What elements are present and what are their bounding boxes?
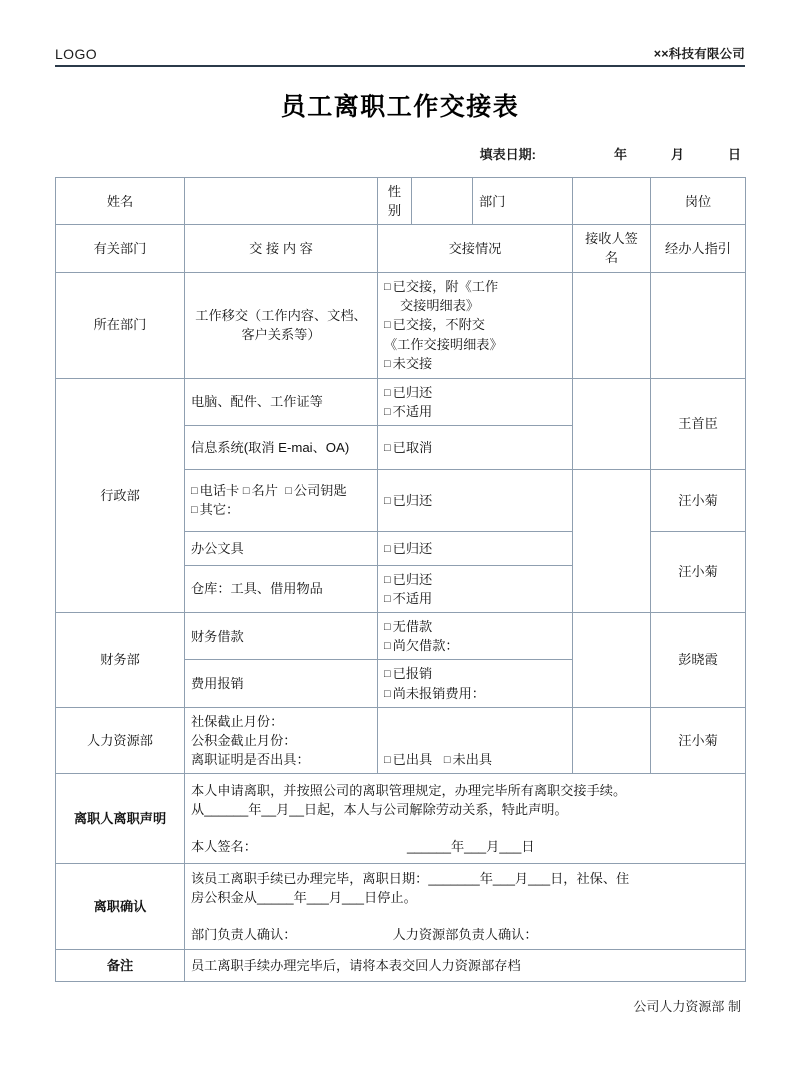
- checkbox-not-handed[interactable]: □ 未交接: [384, 354, 566, 373]
- gender-label: 性别: [378, 178, 412, 225]
- fill-date-month: 月: [670, 147, 684, 162]
- section-label-current-dept: 所在部门: [56, 272, 185, 378]
- content-admin-cards-keys[interactable]: [185, 469, 378, 531]
- checkbox-company-key[interactable]: □ 公司钥匙: [285, 483, 346, 498]
- receiver-sign-current-dept[interactable]: [573, 272, 651, 378]
- handler-finance: 彭晓霞: [651, 613, 746, 708]
- status-finance-reimbursement[interactable]: [378, 660, 573, 707]
- section-label-finance-dept: 财务部: [56, 613, 185, 708]
- section-label-admin-dept: 行政部: [56, 378, 185, 613]
- resign-signature-day: 日: [521, 839, 535, 855]
- content-hr: [185, 707, 378, 773]
- checkbox-na-warehouse[interactable]: □ 不适用: [384, 589, 566, 608]
- company-name: ××科技有限公司: [653, 47, 745, 61]
- handler-admin-1: 王首臣: [651, 378, 746, 469]
- resign-statement-content[interactable]: [185, 774, 746, 864]
- remark-content: 员工离职手续办理完毕后，请将本表交回人力资源部存档: [185, 950, 746, 982]
- dept-label: 部门: [473, 178, 573, 225]
- resign-signature-month: 月: [486, 839, 500, 855]
- content-finance-reimbursement: 费用报销: [185, 660, 378, 707]
- logo-text: LOGO: [55, 46, 98, 62]
- resign-statement-day: 日起，本人与公司解除劳动关系，特此声明。: [303, 802, 568, 818]
- resign-confirm-content[interactable]: [185, 864, 746, 950]
- hr-social-insurance-line: 社保截止月份：: [191, 713, 284, 729]
- checkbox-certificate-not-issued[interactable]: □ 未出具: [444, 752, 492, 767]
- resign-confirm-fund-day: 日停止。: [364, 890, 417, 906]
- handler-admin-3: 汪小菊: [651, 531, 746, 612]
- checkbox-returned-cards-keys[interactable]: □ 已归还: [384, 491, 566, 510]
- resign-confirm-fund-month: 月: [328, 890, 342, 906]
- checkbox-other[interactable]: □ 其它：: [191, 500, 371, 519]
- checkbox-handed-with-detail-cont: 交接明细表》: [400, 298, 480, 314]
- column-header-department: 有关部门: [56, 225, 185, 272]
- status-finance-loan[interactable]: [378, 613, 573, 660]
- content-admin-warehouse: 仓库：工具、借用物品: [185, 565, 378, 612]
- resign-confirm-fund-prefix: 房公积金从: [191, 890, 257, 906]
- handler-current-dept: [651, 272, 746, 378]
- hr-row: [56, 707, 746, 773]
- checkbox-name-card[interactable]: □ 名片: [243, 483, 278, 498]
- checkbox-outstanding-loan[interactable]: □ 尚欠借款：: [384, 636, 566, 655]
- fill-date-line: [55, 144, 745, 163]
- checkbox-returned-equipment[interactable]: □ 已归还: [384, 383, 566, 402]
- checkbox-certificate-issued[interactable]: □ 已出具: [384, 752, 432, 767]
- column-header-receiver-sign: 接收人签名: [573, 225, 651, 272]
- resign-confirm-line2: 房公积金从_____年___月___日停止。: [191, 890, 417, 906]
- checkbox-phone-card[interactable]: □ 电话卡: [191, 483, 239, 498]
- content-admin-info-system: 信息系统(取消 E-mai、OA): [185, 425, 378, 469]
- status-admin-info-system[interactable]: [378, 425, 573, 469]
- resign-statement-row: [56, 774, 746, 864]
- receiver-sign-finance[interactable]: [573, 613, 651, 708]
- finance-row-loan: [56, 613, 746, 660]
- name-field[interactable]: [185, 178, 378, 225]
- section-label-hr-dept: 人力资源部: [56, 707, 185, 773]
- resign-confirm-row: [56, 864, 746, 950]
- status-current-dept[interactable]: [378, 272, 573, 378]
- employee-info-row: [56, 178, 746, 225]
- status-admin-cards-keys[interactable]: [378, 469, 573, 531]
- status-hr[interactable]: [378, 707, 573, 773]
- status-admin-stationery[interactable]: [378, 531, 573, 565]
- content-admin-equipment: 电脑、配件、工作证等: [185, 378, 378, 425]
- resign-statement-signature-line[interactable]: 本人签名： ______年___月___日: [191, 839, 535, 855]
- fill-date-year: 年: [613, 147, 627, 162]
- checkbox-handed-without-detail[interactable]: □ 已交接，不附交: [384, 315, 566, 334]
- resign-confirm-year: 年: [479, 870, 493, 886]
- receiver-sign-admin-1[interactable]: [573, 378, 651, 469]
- resign-signature-label: 本人签名：: [191, 839, 257, 855]
- resign-confirm-line1: 该员工离职手续已办理完毕，离职日期：_______年___月___日，社保、住: [191, 870, 630, 886]
- section-label-resign-confirm: 离职确认: [56, 864, 185, 950]
- content-current-dept: 工作移交（工作内容、文档、客户关系等）: [185, 272, 378, 378]
- checkbox-returned-warehouse[interactable]: □ 已归还: [384, 570, 566, 589]
- handover-form-table: [55, 177, 746, 982]
- dept-head-confirm-label: 部门负责人确认：: [191, 927, 297, 943]
- admin-row-equipment: [56, 378, 746, 425]
- checkbox-na-equipment[interactable]: □ 不适用: [384, 402, 566, 421]
- section-label-resign-statement: 离职人离职声明: [56, 774, 185, 864]
- resign-signature-year: 年: [450, 839, 465, 855]
- page-title: 员工离职工作交接表: [280, 93, 520, 121]
- hr-housing-fund-line: 公积金截止月份：: [191, 732, 297, 748]
- resign-statement-month: 月: [276, 802, 290, 818]
- resign-statement-line1: 本人申请离职，并按照公司的离职管理规定，办理完毕所有离职交接手续。: [191, 782, 627, 798]
- column-header-row: [56, 225, 746, 272]
- resign-statement-year: 年: [248, 802, 262, 818]
- footer-note: 公司人力资源部 制: [633, 999, 741, 1015]
- resign-confirm-signature-line[interactable]: [191, 925, 739, 944]
- resign-confirm-fund-year: 年: [293, 890, 307, 906]
- document-header: [55, 38, 745, 67]
- resign-statement-from: 从: [191, 802, 205, 818]
- gender-field[interactable]: [412, 178, 473, 225]
- checkbox-cancelled-info-system[interactable]: □ 已取消: [384, 438, 566, 457]
- resign-statement-line2: 从______年__月__日起，本人与公司解除劳动关系，特此声明。: [191, 802, 568, 818]
- checkbox-reimbursed[interactable]: □ 已报销: [384, 664, 566, 683]
- checkbox-handed-without-detail-cont: 《工作交接明细表》: [384, 336, 503, 352]
- column-header-content: 交 接 内 容: [185, 225, 378, 272]
- resign-confirm-prefix: 该员工离职手续已办理完毕，离职日期：: [191, 870, 429, 886]
- column-header-status: 交接情况: [378, 225, 573, 272]
- receiver-sign-hr[interactable]: [573, 707, 651, 773]
- dept-field[interactable]: [573, 178, 651, 225]
- hr-certificate-line: 离职证明是否出具：: [191, 751, 310, 767]
- checkbox-returned-stationery[interactable]: □ 已归还: [384, 539, 566, 558]
- content-finance-loan: 财务借款: [185, 613, 378, 660]
- fill-date-day: 日: [727, 147, 741, 162]
- handler-admin-2: 汪小菊: [651, 469, 746, 531]
- column-header-handler-guide: 经办人指引: [651, 225, 746, 272]
- status-admin-warehouse[interactable]: [378, 565, 573, 612]
- resign-confirm-day: 日，社保、住: [550, 870, 630, 886]
- handler-hr: 汪小菊: [651, 707, 746, 773]
- checkbox-handed-with-detail[interactable]: □ 已交接，附《工作: [384, 277, 566, 296]
- status-admin-equipment[interactable]: [378, 378, 573, 425]
- checkbox-unreimbursed[interactable]: □ 尚未报销费用：: [384, 684, 566, 703]
- post-label: 岗位: [651, 178, 746, 225]
- remark-row: [56, 950, 746, 982]
- receiver-sign-admin-2[interactable]: [573, 469, 651, 612]
- section-row-current-dept: [56, 272, 746, 378]
- name-label: 姓名: [56, 178, 185, 225]
- resign-confirm-month: 月: [514, 870, 529, 886]
- fill-date-label: 填表日期:: [479, 147, 536, 162]
- hr-head-confirm-label: 人力资源部负责人确认：: [392, 927, 538, 943]
- checkbox-no-loan[interactable]: □ 无借款: [384, 617, 566, 636]
- content-admin-stationery: 办公文具: [185, 531, 378, 565]
- section-label-remark: 备注: [56, 950, 185, 982]
